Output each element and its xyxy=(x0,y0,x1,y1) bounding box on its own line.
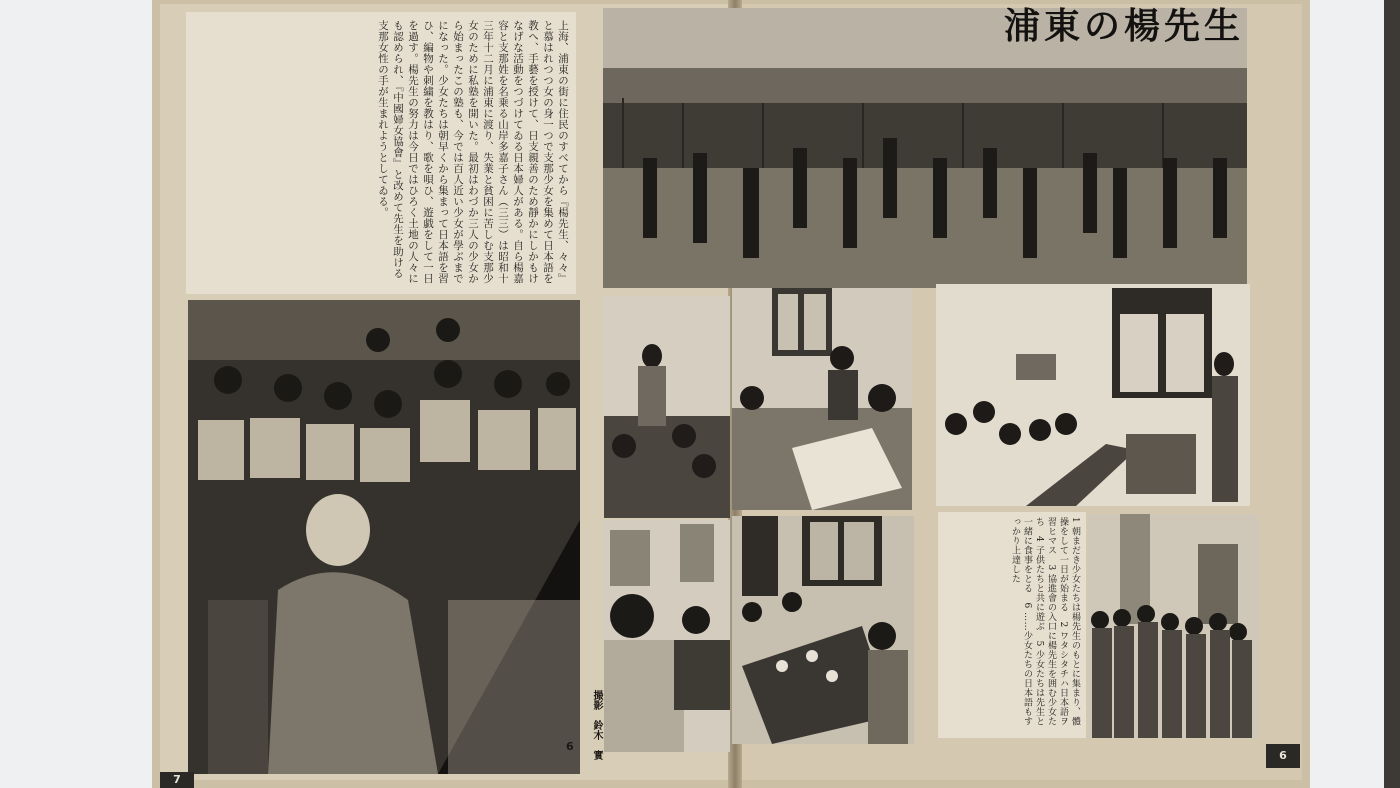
photo-icon xyxy=(1088,514,1258,738)
article-title: 浦東の楊先生 xyxy=(1003,6,1244,47)
photo-dining-b xyxy=(732,516,914,744)
right-page-number: 6 xyxy=(1266,744,1300,768)
photo-icon xyxy=(732,516,914,744)
photo-classroom-b xyxy=(732,288,912,510)
photo-entrance-group xyxy=(1088,514,1258,738)
photo-icon xyxy=(604,296,730,518)
photo-girls-reading xyxy=(188,300,580,774)
photo-icon xyxy=(604,520,730,752)
photo-icon xyxy=(936,284,1250,506)
photo-credit: 撮影 鈴木 實 xyxy=(591,690,602,760)
background-edge xyxy=(1384,0,1400,788)
photo-classroom-window xyxy=(936,284,1250,506)
photo-icon xyxy=(188,300,580,774)
photo-captions xyxy=(938,512,1086,738)
left-page-number: 7 xyxy=(160,772,194,788)
article-text-block xyxy=(186,12,576,294)
photo-icon xyxy=(732,288,912,510)
article-body: 上海、浦東の街に住民のすべてから『楊先生、々々』と慕はれつつ女の身一つで支那少女を集めて日本語を教へ、手藝を授けて、日支親善のため靜かにしかもけなげな活動をつづけてゐる日本婦人がある。自ら楊嘉容と支那姓を名乗る山岸多嘉子さん（三三）は昭和十三年十二月に浦東に渡り、失業と貧困に苦しむ支那少女のために私塾を開いた。最初はわづか三人の少女から始まったこの塾も、今では百人近い少女が學ぶまでになった。少女たちは朝早くから集まって日本語を習ひ、編物や刺繍を教はり、歌を唄ひ、遊戯をして一日を過す。楊先生の努力は今日ではひろく土地の人々にも認められ、『中國婦女協會』と改めて先生を助ける支那女性の手が生まれようとしてゐる。 xyxy=(377,20,569,284)
inline-page-number: 6 xyxy=(566,740,574,753)
photo-dining-a xyxy=(604,520,730,752)
photo-playground-exercise xyxy=(603,8,1247,288)
photo-icon xyxy=(603,8,1247,288)
photo-classroom-a xyxy=(604,296,730,518)
captions-body: 1 朝まだき少女たちは楊先生のもとに集まり、體操をして一日が始まる 2 ワタシタチハ日本語ヲ習ヒマス 3 協進會の入口に楊先生を囲む少女たち 4 子供たちと共に遊ぶ 5 少女たちは先生と一緒に食事をとる 6 ……少女たちの日本語もすっかり上達した xyxy=(1010,517,1080,727)
